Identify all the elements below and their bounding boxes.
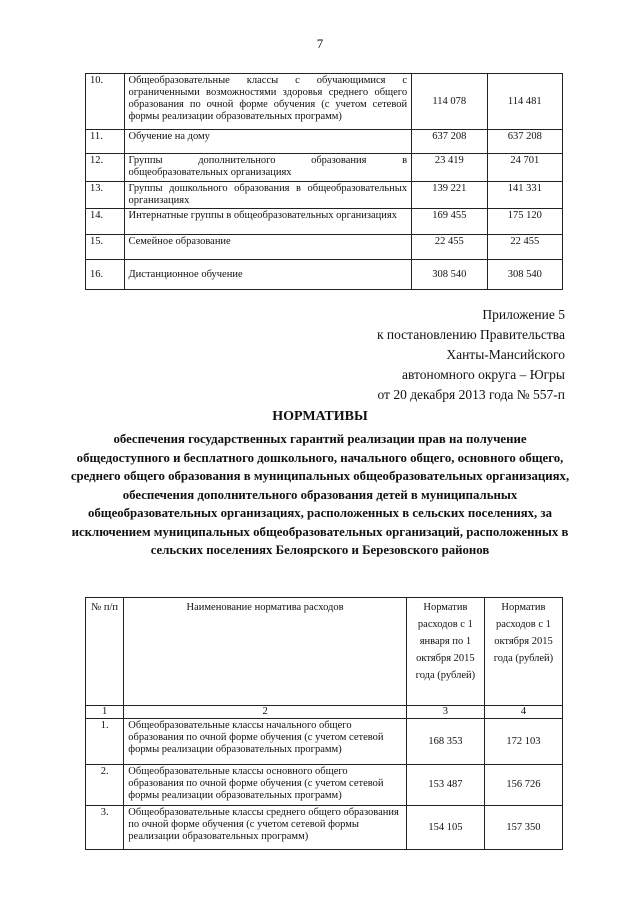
row-number: 16.	[86, 260, 125, 290]
row-number: 2.	[86, 765, 124, 806]
row-number: 14.	[86, 209, 125, 235]
table-row	[86, 719, 563, 765]
header-number: № п/п	[86, 598, 124, 706]
appendix-line: Приложение 5	[482, 307, 565, 322]
row-name: Интернатные группы в общеобразовательных организациях	[124, 209, 412, 235]
table-row	[86, 130, 563, 154]
row-name: Группы дошкольного образования в общеобразовательных организациях	[124, 182, 412, 209]
row-name: Семейное образование	[124, 235, 412, 260]
document-subtitle: обеспечения государственных гарантий реализации прав на получение общедоступного и бесплатного дошкольного, начального общего, основного общего, среднего общего образования в муниципальных общеобразовательных организациях, обеспечения дополнительного образования детей в муниципальных общеобразовательных организациях, расположенных в сельских поселениях, за исключением муниципальных общеобразовательных организаций, расположенных в сельских поселениях Белоярского и Березовского районов	[70, 432, 570, 557]
row-number: 13.	[86, 182, 125, 209]
row-name: Дистанционное обучение	[124, 260, 412, 290]
appendix-line: Ханты-Мансийского	[446, 347, 565, 362]
row-value-2: 22 455	[487, 235, 562, 260]
row-name: Общеобразовательные классы основного общего образования по очной форме обучения (с учетом сетевой формы реализации образовательных программ)	[124, 765, 407, 806]
row-value-1: 23 419	[412, 154, 487, 182]
index-cell: 3	[406, 706, 484, 719]
table-row	[86, 154, 563, 182]
table-row	[86, 182, 563, 209]
appendix-line: от 20 декабря 2013 года № 557-п	[377, 387, 565, 402]
row-value-2: 141 331	[487, 182, 562, 209]
norms-table-continued	[85, 73, 563, 290]
header-name: Наименование норматива расходов	[124, 598, 407, 706]
row-value-2: 172 103	[484, 719, 562, 765]
row-name: Обучение на дому	[124, 130, 412, 154]
index-cell: 1	[86, 706, 124, 719]
row-value-1: 153 487	[406, 765, 484, 806]
row-value-1: 168 353	[406, 719, 484, 765]
row-number: 15.	[86, 235, 125, 260]
row-value-1: 637 208	[412, 130, 487, 154]
table-row	[86, 74, 563, 130]
table-row	[86, 765, 563, 806]
row-name: Группы дополнительного образования в общеобразовательных организациях	[124, 154, 412, 182]
document-title: НОРМАТИВЫ	[272, 409, 368, 424]
row-name: Общеобразовательные классы с обучающимися с ограниченными возможностями здоровья среднего общего образования по очной форме обучения (с учетом сетевой формы реализации образовательных программ)	[124, 74, 412, 130]
page-number: 7	[316, 36, 324, 51]
table-row	[86, 235, 563, 260]
norms-table	[85, 597, 563, 850]
row-name: Общеобразовательные классы среднего общего образования по очной форме обучения (с учетом сетевой формы реализации образовательных программ)	[124, 806, 407, 850]
row-number: 1.	[86, 719, 124, 765]
header-col4: Норматив расходов с 1 октября 2015 года (рублей)	[484, 598, 562, 706]
row-value-1: 154 105	[406, 806, 484, 850]
table-row	[86, 260, 563, 290]
row-value-2: 24 701	[487, 154, 562, 182]
row-value-1: 139 221	[412, 182, 487, 209]
appendix-line: автономного округа – Югры	[402, 367, 565, 382]
row-value-2: 114 481	[487, 74, 562, 130]
row-number: 10.	[86, 74, 125, 130]
row-value-2: 637 208	[487, 130, 562, 154]
row-value-1: 169 455	[412, 209, 487, 235]
row-value-1: 22 455	[412, 235, 487, 260]
table-row	[86, 209, 563, 235]
table-index-row	[86, 706, 563, 719]
row-value-1: 114 078	[412, 74, 487, 130]
table-row	[86, 806, 563, 850]
row-value-2: 157 350	[484, 806, 562, 850]
row-number: 11.	[86, 130, 125, 154]
row-number: 3.	[86, 806, 124, 850]
appendix-block	[377, 305, 565, 405]
index-cell: 2	[124, 706, 407, 719]
header-col3: Норматив расходов с 1 января по 1 октября 2015 года (рублей)	[406, 598, 484, 706]
row-value-2: 175 120	[487, 209, 562, 235]
row-value-1: 308 540	[412, 260, 487, 290]
row-value-2: 308 540	[487, 260, 562, 290]
index-cell: 4	[484, 706, 562, 719]
row-name: Общеобразовательные классы начального общего образования по очной форме обучения (с учетом сетевой формы реализации образовательных программ)	[124, 719, 407, 765]
table-header-row	[86, 598, 563, 706]
row-value-2: 156 726	[484, 765, 562, 806]
appendix-line: к постановлению Правительства	[376, 327, 565, 342]
row-number: 12.	[86, 154, 125, 182]
